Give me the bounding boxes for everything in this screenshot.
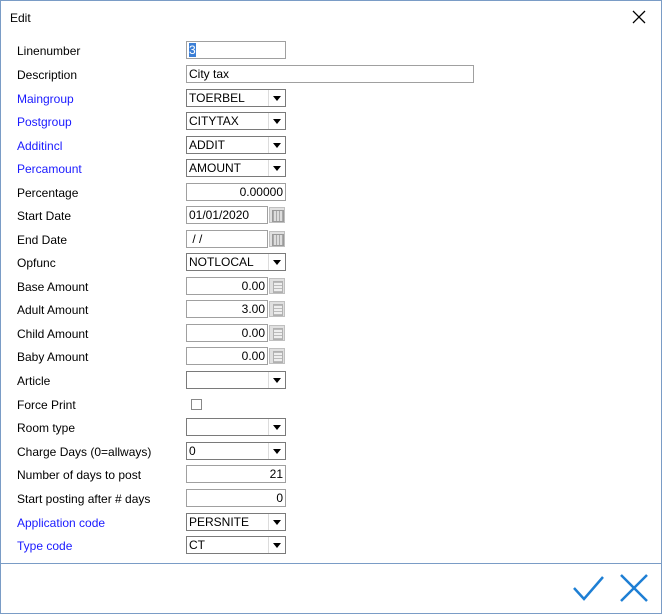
type-code-label[interactable]: Type code [17,539,73,553]
child-amount-label: Child Amount [17,327,89,341]
description-input[interactable]: City tax [186,65,474,83]
calendar-icon[interactable] [269,231,285,247]
calculator-icon[interactable] [269,325,285,341]
additincl-label[interactable]: Additincl [17,139,63,153]
chevron-down-icon[interactable] [268,137,285,153]
force-print-label: Force Print [17,398,76,412]
close-button[interactable] [629,7,649,27]
application-code-select[interactable] [186,513,286,531]
base-amount-input[interactable]: 0.00 [186,277,268,295]
maingroup-label[interactable]: Maingroup [17,92,74,106]
base-amount-label: Base Amount [17,280,89,294]
application-code-value: PERSNITE [189,515,250,529]
charge-days-value: 0 [189,444,196,458]
type-code-select[interactable] [186,536,286,554]
article-label: Article [17,374,51,388]
room-type-select[interactable] [186,418,286,436]
window-title: Edit [10,11,31,25]
baby-amount-label: Baby Amount [17,350,89,364]
chevron-down-icon[interactable] [268,254,285,270]
close-icon [632,10,646,24]
postgroup-select[interactable] [186,112,286,130]
calculator-icon[interactable] [269,278,285,294]
chevron-down-icon[interactable] [268,514,285,530]
title-bar [1,1,661,33]
opfunc-value: NOTLOCAL [189,255,254,269]
calculator-icon[interactable] [269,348,285,364]
percentage-input[interactable]: 0.00000 [186,183,286,201]
chevron-down-icon[interactable] [268,90,285,106]
start-date-input[interactable]: 01/01/2020 [186,206,268,224]
percamount-select[interactable] [186,159,286,177]
checkmark-icon [569,569,607,607]
days-to-post-label: Number of days to post [17,468,142,482]
cancel-x-icon [615,569,653,607]
linenumber-input[interactable] [186,41,286,59]
start-posting-after-label: Start posting after # days [17,492,151,506]
start-date-label: Start Date [17,209,72,223]
linenumber-value: 3 [189,43,196,57]
chevron-down-icon[interactable] [268,113,285,129]
percentage-label: Percentage [17,186,79,200]
days-to-post-input[interactable]: 21 [186,465,286,483]
end-date-input[interactable]: / / [186,230,268,248]
calculator-icon[interactable] [269,301,285,317]
percamount-label[interactable]: Percamount [17,162,82,176]
description-label: Description [17,68,78,82]
end-date-label: End Date [17,233,68,247]
chevron-down-icon[interactable] [268,537,285,553]
linenumber-label: Linenumber [17,44,81,58]
chevron-down-icon[interactable] [268,160,285,176]
baby-amount-input[interactable]: 0.00 [186,347,268,365]
charge-days-label: Charge Days (0=allways) [17,445,152,459]
chevron-down-icon[interactable] [268,443,285,459]
child-amount-input[interactable]: 0.00 [186,324,268,342]
maingroup-select[interactable] [186,89,286,107]
postgroup-value: CITYTAX [189,114,239,128]
chevron-down-icon[interactable] [268,372,285,388]
footer-separator [1,563,661,564]
cancel-button[interactable] [615,569,653,607]
ok-button[interactable] [569,569,607,607]
opfunc-select[interactable] [186,253,286,271]
calendar-icon[interactable] [269,207,285,223]
adult-amount-label: Adult Amount [17,303,89,317]
adult-amount-input[interactable]: 3.00 [186,300,268,318]
start-posting-after-input[interactable]: 0 [186,489,286,507]
maingroup-value: TOERBEL [189,91,245,105]
charge-days-select[interactable] [186,442,286,460]
postgroup-label[interactable]: Postgroup [17,115,72,129]
additincl-value: ADDIT [189,138,225,152]
percamount-value: AMOUNT [189,161,241,175]
chevron-down-icon[interactable] [268,419,285,435]
article-select[interactable] [186,371,286,389]
opfunc-label: Opfunc [17,256,56,270]
force-print-checkbox[interactable] [191,399,202,410]
room-type-label: Room type [17,421,76,435]
application-code-label[interactable]: Application code [17,516,106,530]
type-code-value: CT [189,538,205,552]
additincl-select[interactable] [186,136,286,154]
